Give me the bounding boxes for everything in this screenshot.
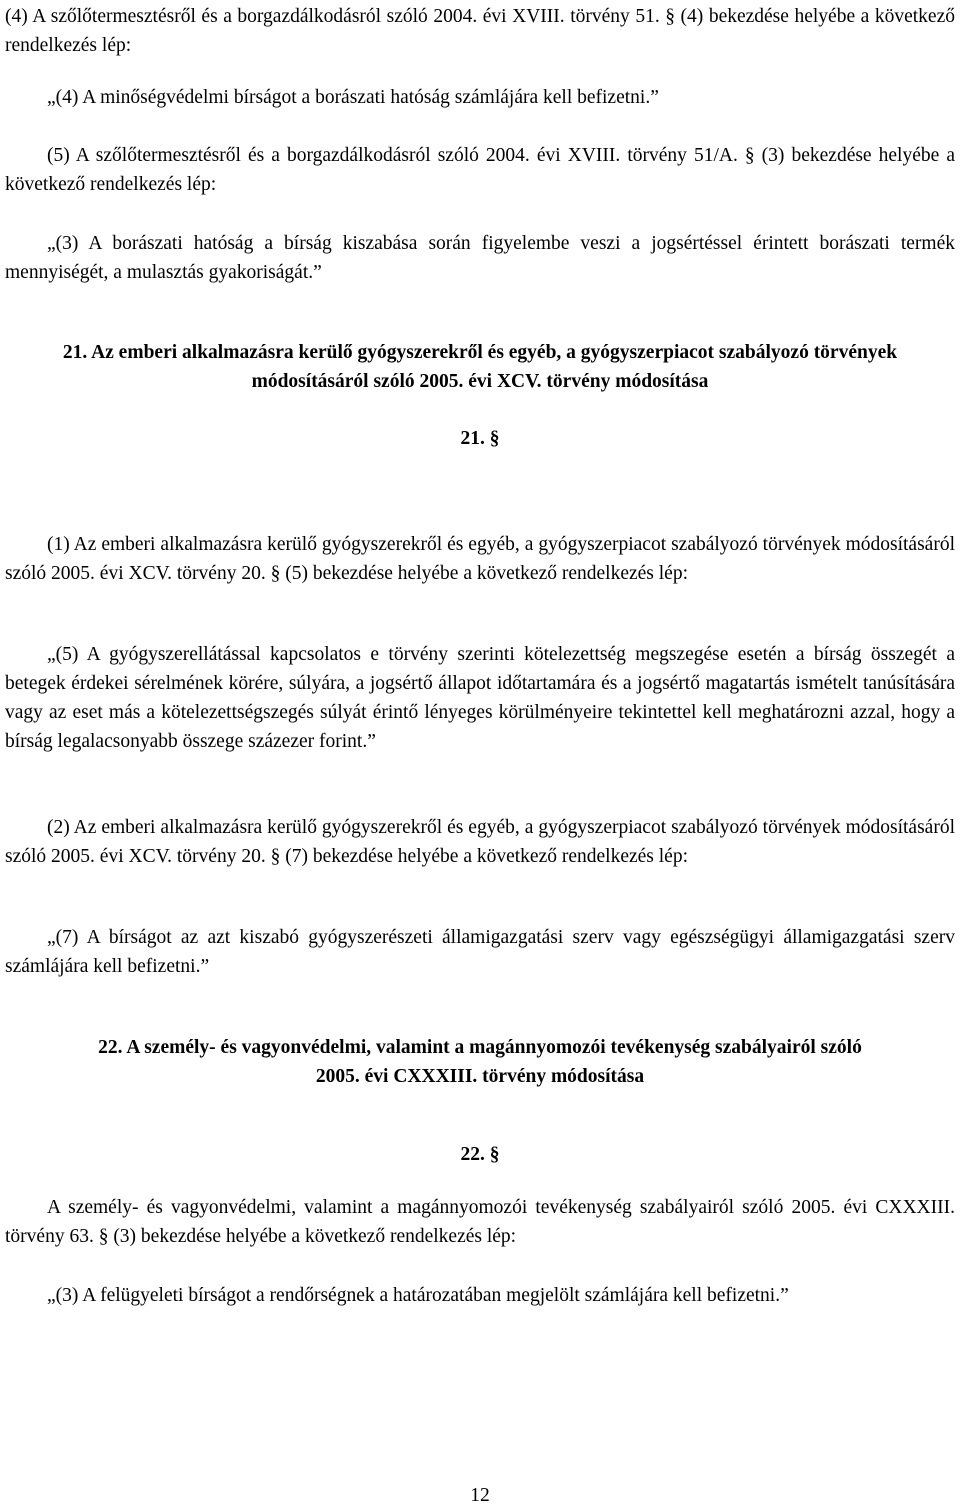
quoted-provision-22-3: „(3) A felügyeleti bírságot a rendőrségnek a határozatában megjelölt számlájára kell befizetni.” bbox=[47, 1285, 789, 1306]
section-number-22: 22. § bbox=[460, 1144, 500, 1165]
paragraph-amendment-51-4: (4) A szőlőtermesztésről és a borgazdálkodásról szóló 2004. évi XVIII. törvény 51. § (4) bekezdése helyébe a következő rendelkezés lép: bbox=[5, 6, 955, 56]
quoted-provision-7: „(7) A bírságot az azt kiszabó gyógyszerészeti államigazgatási szerv vagy egészségügyi államigazgatási szerv számlájára kell befizetni.” bbox=[5, 927, 955, 977]
quoted-provision-5: „(5) A gyógyszerellátással kapcsolatos e törvény szerinti kötelezettség megszegése esetén a bírság összegét a betegek érdekei sérelmének körére, súlyára, a jogsértő állapot időtartamára és a jogsértő magatartás ismételt tanúsítására vagy az eset más a kötelezettségszegés súlyát érintő lényeges körülményeire tekintettel kell meghatározni azzal, hogy a bírság legalacsonyabb összege százezer forint.” bbox=[5, 644, 955, 752]
quoted-provision-4: „(4) A minőségvédelmi bírságot a borászati hatóság számlájára kell befizetni.” bbox=[47, 87, 659, 108]
section-heading-21: 21. Az emberi alkalmazásra kerülő gyógyszerekről és egyéb, a gyógyszerpiacot szabályozó törvények módosításáról szóló 2005. évi XCV. törvény módosítása bbox=[62, 342, 898, 392]
paragraph-amendment-51a-3: (5) A szőlőtermesztésről és a borgazdálkodásról szóló 2004. évi XVIII. törvény 51/A. § (3) bekezdése helyébe a következő rendelkezés lép: bbox=[5, 145, 955, 195]
quoted-provision-3: „(3) A borászati hatóság a bírság kiszabása során figyelembe veszi a jogsértéssel érintett borászati termék mennyiségét, a mulasztás gyakoriságát.” bbox=[5, 233, 955, 283]
paragraph-21-1: (1) Az emberi alkalmazásra kerülő gyógyszerekről és egyéb, a gyógyszerpiacot szabályozó törvények módosításáról szóló 2005. évi XCV. törvény 20. § (5) bekezdése helyébe a következő rendelkezés lép: bbox=[5, 534, 955, 584]
section-number-21: 21. § bbox=[460, 428, 500, 449]
section-heading-22: 22. A személy- és vagyonvédelmi, valamint a magánnyomozói tevékenység szabályairól szóló 2005. évi CXXXIII. törvény módosítása bbox=[98, 1037, 862, 1087]
paragraph-22: A személy- és vagyonvédelmi, valamint a magánnyomozói tevékenység szabályairól szóló 2005. évi CXXXIII. törvény 63. § (3) bekezdése helyébe a következő rendelkezés lép: bbox=[5, 1197, 955, 1247]
page-number: 12 bbox=[470, 1485, 490, 1506]
paragraph-21-2: (2) Az emberi alkalmazásra kerülő gyógyszerekről és egyéb, a gyógyszerpiacot szabályozó törvények módosításáról szóló 2005. évi XCV. törvény 20. § (7) bekezdése helyébe a következő rendelkezés lép: bbox=[5, 817, 955, 867]
